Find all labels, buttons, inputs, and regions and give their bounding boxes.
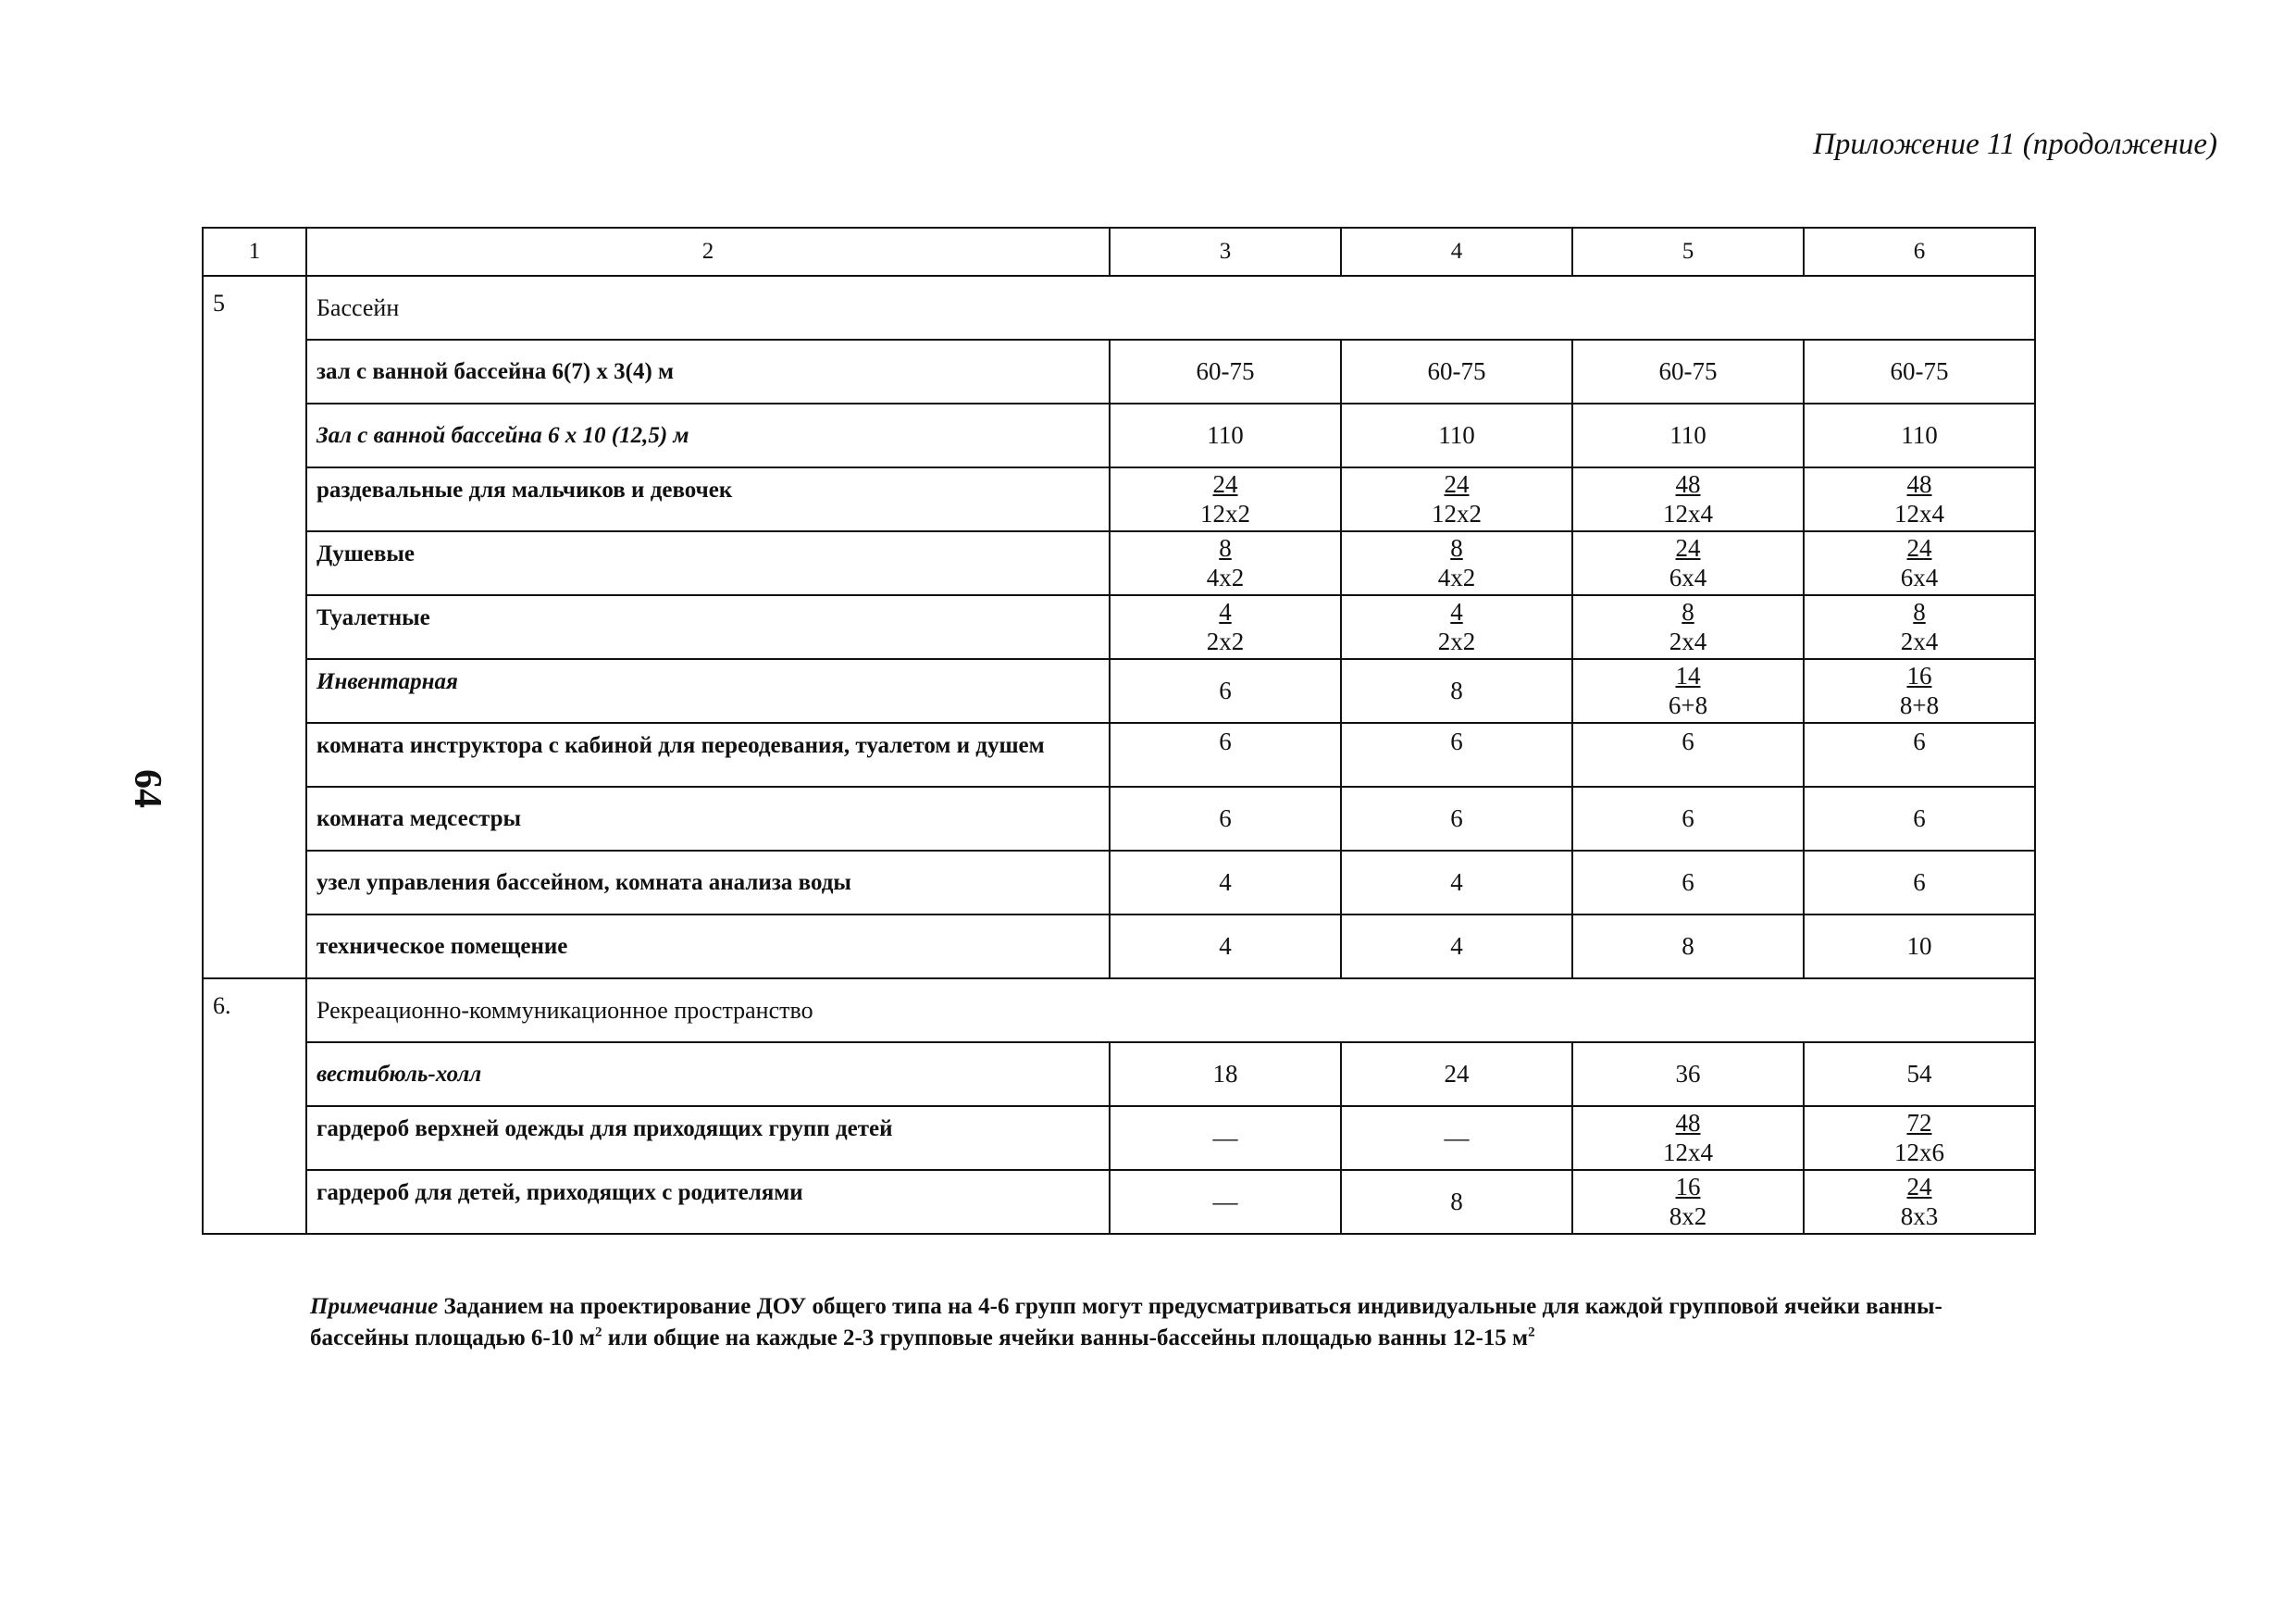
note-text-1: Заданием на проектирование ДОУ общего типа на 4-6 групп могут предусматриваться индивидуальные для каждой групповой ячейки ванны-бассейны площадью 6-10 м — [310, 1294, 1942, 1350]
fraction — [1900, 662, 1939, 719]
area-value: 6 — [1341, 787, 1572, 851]
area-value: 110 — [1341, 404, 1572, 467]
fraction-denominator: 12x6 — [1894, 1138, 1944, 1166]
fraction — [1200, 470, 1250, 528]
fraction — [1669, 1173, 1707, 1230]
fraction — [1207, 534, 1245, 591]
area-value: 110 — [1804, 404, 2035, 467]
table-row — [203, 1106, 2035, 1170]
area-value: 6 — [1804, 851, 2035, 914]
fraction-denominator: 6+8 — [1668, 691, 1708, 719]
fraction — [1432, 470, 1482, 528]
column-header: 5 — [1572, 228, 1804, 276]
fraction-denominator: 2x2 — [1437, 627, 1476, 655]
table-row — [203, 404, 2035, 467]
area-value: 4 — [1341, 851, 1572, 914]
area-value: 6 — [1341, 723, 1572, 787]
area-value — [1804, 1106, 2035, 1170]
area-value: 60-75 — [1572, 340, 1804, 404]
fraction-denominator: 8+8 — [1899, 691, 1940, 719]
room-name: узел управления бассейном, комната анализа воды — [306, 851, 1110, 914]
room-name: Душевые — [306, 531, 1110, 595]
area-value — [1341, 595, 1572, 659]
fraction — [1901, 1173, 1939, 1230]
fraction-numerator: 24 — [1212, 470, 1238, 499]
area-value: 4 — [1341, 914, 1572, 978]
area-value: 8 — [1341, 1170, 1572, 1234]
area-value — [1110, 531, 1341, 595]
fraction-denominator: 4x2 — [1206, 563, 1245, 591]
fraction-denominator: 12x4 — [1663, 1138, 1713, 1166]
section-number: 5 — [203, 276, 306, 978]
fraction-denominator: 6x4 — [1669, 563, 1707, 591]
area-value: 60-75 — [1110, 340, 1341, 404]
page-number: 64 — [126, 769, 168, 808]
room-name: комната инструктора с кабиной для переодевания, туалетом и душем — [306, 723, 1110, 787]
table-row — [203, 531, 2035, 595]
table-row — [203, 659, 2035, 723]
fraction — [1894, 470, 1944, 528]
fraction-numerator: 48 — [1906, 470, 1932, 499]
column-header: 2 — [306, 228, 1110, 276]
column-header-row — [203, 228, 2035, 276]
table-row — [203, 595, 2035, 659]
fraction-denominator: 8x3 — [1900, 1201, 1939, 1230]
area-value — [1110, 467, 1341, 531]
area-value: 8 — [1341, 659, 1572, 723]
table-row — [203, 851, 2035, 914]
fraction-numerator: 24 — [1906, 534, 1932, 563]
section-row — [203, 978, 2035, 1042]
fraction-numerator: 24 — [1906, 1173, 1932, 1201]
column-header: 6 — [1804, 228, 2035, 276]
fraction — [1894, 1109, 1944, 1166]
fraction-denominator: 4x2 — [1437, 563, 1476, 591]
area-value — [1110, 595, 1341, 659]
note-sup-1: 2 — [595, 1325, 602, 1340]
area-value — [1572, 659, 1804, 723]
area-value: 36 — [1572, 1042, 1804, 1106]
fraction — [1663, 1109, 1713, 1166]
fraction-numerator: 8 — [1682, 598, 1694, 627]
area-value: 24 — [1341, 1042, 1572, 1106]
area-value: 6 — [1110, 659, 1341, 723]
fraction-denominator: 8x2 — [1669, 1201, 1707, 1230]
area-value: 4 — [1110, 851, 1341, 914]
section-title: Бассейн — [306, 276, 2035, 340]
area-value: 4 — [1110, 914, 1341, 978]
fraction-numerator: 24 — [1675, 534, 1701, 563]
fraction-numerator: 14 — [1675, 662, 1701, 691]
note-sup-2: 2 — [1528, 1325, 1535, 1340]
area-value: 6 — [1572, 723, 1804, 787]
fraction-numerator: 8 — [1913, 598, 1926, 627]
area-value: — — [1341, 1106, 1572, 1170]
area-value: 6 — [1572, 787, 1804, 851]
area-value — [1804, 467, 2035, 531]
area-value: 110 — [1110, 404, 1341, 467]
fraction-numerator: 48 — [1675, 1109, 1701, 1138]
room-name: Зал с ванной бассейна 6 х 10 (12,5) м — [306, 404, 1110, 467]
room-name: комната медсестры — [306, 787, 1110, 851]
area-value: 10 — [1804, 914, 2035, 978]
area-value: — — [1110, 1170, 1341, 1234]
fraction-denominator: 12x4 — [1663, 499, 1713, 528]
fraction-denominator: 2x4 — [1669, 627, 1707, 655]
area-value: 6 — [1572, 851, 1804, 914]
fraction — [1901, 534, 1939, 591]
fraction — [1663, 470, 1713, 528]
area-value — [1572, 1170, 1804, 1234]
column-header: 4 — [1341, 228, 1572, 276]
fraction — [1669, 662, 1707, 719]
table-row — [203, 340, 2035, 404]
room-name: вестибюль-холл — [306, 1042, 1110, 1106]
table-row — [203, 787, 2035, 851]
fraction — [1901, 598, 1939, 655]
fraction-numerator: 48 — [1675, 470, 1701, 499]
table-row — [203, 1042, 2035, 1106]
fraction-numerator: 16 — [1675, 1173, 1701, 1201]
area-value — [1572, 595, 1804, 659]
area-value — [1804, 1170, 2035, 1234]
area-value: 60-75 — [1341, 340, 1572, 404]
section-title: Рекреационно-коммуникационное пространство — [306, 978, 2035, 1042]
fraction-numerator: 24 — [1444, 470, 1470, 499]
area-value — [1572, 467, 1804, 531]
section-number: 6. — [203, 978, 306, 1234]
fraction-numerator: 4 — [1219, 598, 1232, 627]
fraction — [1669, 534, 1707, 591]
area-value: 54 — [1804, 1042, 2035, 1106]
table-row — [203, 914, 2035, 978]
room-name: техническое помещение — [306, 914, 1110, 978]
area-value: 6 — [1804, 787, 2035, 851]
area-value: 60-75 — [1804, 340, 2035, 404]
note-label: Примечание — [310, 1294, 439, 1319]
area-value: 6 — [1804, 723, 2035, 787]
area-value — [1572, 531, 1804, 595]
room-name: зал с ванной бассейна 6(7) x 3(4) м — [306, 340, 1110, 404]
area-value — [1804, 595, 2035, 659]
area-value — [1804, 531, 2035, 595]
area-value: 6 — [1110, 787, 1341, 851]
column-header: 3 — [1110, 228, 1341, 276]
rooms-table — [202, 227, 2036, 1235]
table-row — [203, 1170, 2035, 1234]
area-value — [1341, 531, 1572, 595]
fraction-numerator: 8 — [1450, 534, 1463, 563]
fraction — [1438, 534, 1476, 591]
area-value: 8 — [1572, 914, 1804, 978]
fraction-denominator: 6x4 — [1900, 563, 1939, 591]
fraction — [1669, 598, 1707, 655]
room-name: раздевальные для мальчиков и девочек — [306, 467, 1110, 531]
column-header: 1 — [203, 228, 306, 276]
footnote — [310, 1291, 2041, 1354]
area-value: 110 — [1572, 404, 1804, 467]
fraction-denominator: 12x4 — [1894, 499, 1944, 528]
room-name: Туалетные — [306, 595, 1110, 659]
page-header: Приложение 11 (продолжение) — [1812, 128, 2217, 161]
fraction-numerator: 16 — [1906, 662, 1932, 691]
fraction-denominator: 12x2 — [1432, 499, 1482, 528]
table-row — [203, 723, 2035, 787]
room-name: гардероб верхней одежды для приходящих групп детей — [306, 1106, 1110, 1170]
section-row — [203, 276, 2035, 340]
fraction-numerator: 72 — [1906, 1109, 1932, 1138]
fraction-denominator: 12x2 — [1200, 499, 1250, 528]
fraction — [1438, 598, 1476, 655]
area-value: — — [1110, 1106, 1341, 1170]
fraction — [1207, 598, 1245, 655]
area-value: 18 — [1110, 1042, 1341, 1106]
room-name: Инвентарная — [306, 659, 1110, 723]
area-value — [1341, 467, 1572, 531]
area-value: 6 — [1110, 723, 1341, 787]
note-text-2: или общие на каждые 2-3 групповые ячейки ванны-бассейны площадью ванны 12-15 м — [607, 1325, 1529, 1350]
fraction-numerator: 4 — [1450, 598, 1463, 627]
table-row — [203, 467, 2035, 531]
area-value — [1572, 1106, 1804, 1170]
fraction-numerator: 8 — [1219, 534, 1232, 563]
area-value — [1804, 659, 2035, 723]
fraction-denominator: 2x2 — [1206, 627, 1245, 655]
fraction-denominator: 2x4 — [1900, 627, 1939, 655]
room-name: гардероб для детей, приходящих с родителями — [306, 1170, 1110, 1234]
